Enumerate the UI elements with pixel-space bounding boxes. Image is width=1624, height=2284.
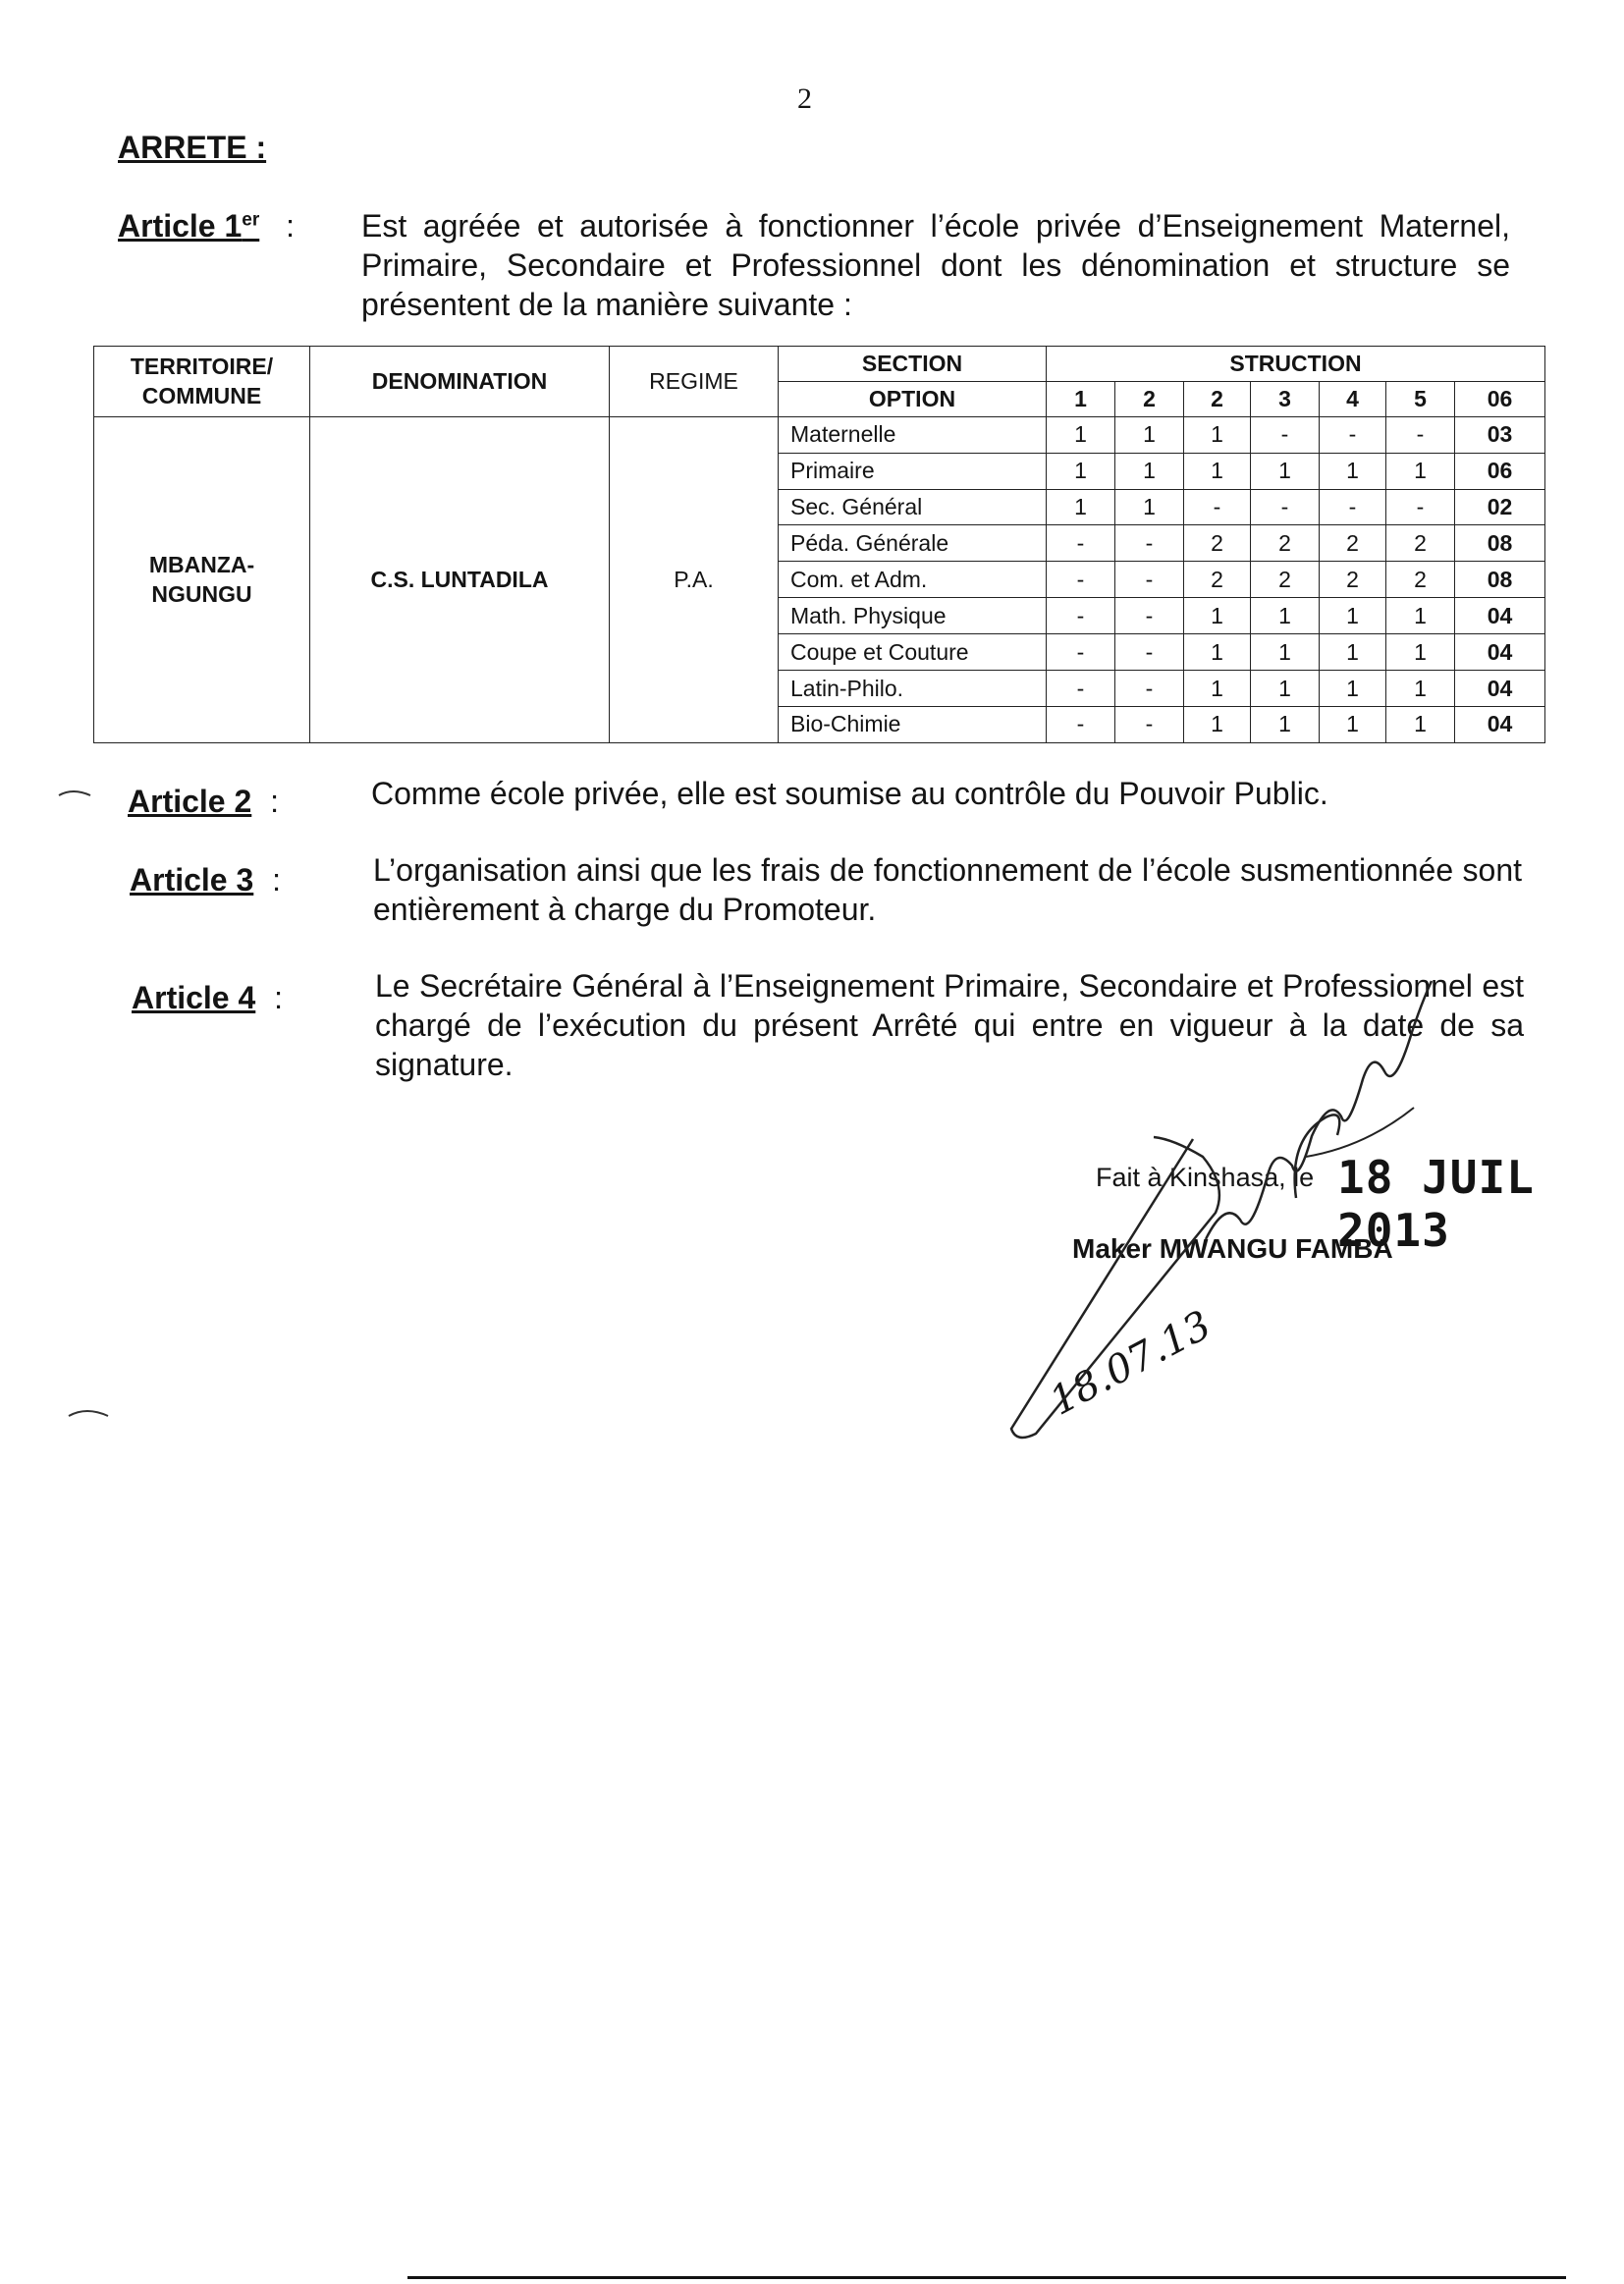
table-cell: 2 [1320, 525, 1386, 562]
territoire-cell: MBANZA- NGUNGU [94, 416, 310, 742]
table-cell: 2 [1320, 562, 1386, 598]
table-cell: 2 [1184, 562, 1251, 598]
signer-name: Maker MWANGU FAMBA [1072, 1233, 1393, 1264]
denomination-cell: C.S. LUNTADILA [310, 416, 610, 742]
table-cell: - [1047, 525, 1115, 562]
option-cell: Com. et Adm. [779, 562, 1047, 598]
table-cell: 1 [1251, 598, 1320, 634]
article-1-superscript: er [242, 209, 260, 231]
table-cell: 1 [1386, 706, 1455, 742]
table-cell: 1 [1184, 634, 1251, 671]
table-cell: 1 [1386, 634, 1455, 671]
header-level: 4 [1320, 381, 1386, 416]
table-cell: - [1386, 416, 1455, 453]
table-cell: 1 [1251, 453, 1320, 489]
table-cell: - [1320, 416, 1386, 453]
table-cell: - [1115, 671, 1184, 707]
header-level: 2 [1184, 381, 1251, 416]
table-cell: - [1047, 706, 1115, 742]
total-cell: 03 [1455, 416, 1545, 453]
page-number: 2 [797, 82, 812, 115]
article-3-colon: : [272, 862, 282, 897]
table-cell: - [1115, 706, 1184, 742]
table-cell: 2 [1386, 525, 1455, 562]
article-4-colon: : [274, 980, 284, 1015]
signature-place: Fait à Kinshasa, le [1096, 1163, 1315, 1192]
article-2-title: Article 2 [128, 784, 252, 819]
total-cell: 06 [1455, 453, 1545, 489]
header-struction: STRUCTION [1047, 347, 1545, 382]
table-cell: 1 [1184, 453, 1251, 489]
option-cell: Maternelle [779, 416, 1047, 453]
table-cell: 1 [1320, 634, 1386, 671]
total-cell: 08 [1455, 562, 1545, 598]
option-cell: Sec. Général [779, 489, 1047, 525]
article-1-title: Article 1 [118, 208, 243, 244]
table-cell: 1 [1115, 489, 1184, 525]
table-cell: - [1251, 416, 1320, 453]
header-level: 5 [1386, 381, 1455, 416]
table-cell: 1 [1115, 453, 1184, 489]
table-cell: 1 [1047, 489, 1115, 525]
table-row [94, 416, 1545, 453]
structure-table [93, 346, 1545, 743]
table-cell: - [1115, 634, 1184, 671]
arrete-heading: ARRETE : [118, 130, 267, 165]
total-cell: 04 [1455, 671, 1545, 707]
table-cell: - [1047, 598, 1115, 634]
table-cell: 1 [1320, 706, 1386, 742]
table-cell: 1 [1320, 453, 1386, 489]
table-cell: - [1047, 634, 1115, 671]
table-cell: - [1047, 562, 1115, 598]
article-3-text: L’organisation ainsi que les frais de fonctionnement de l’école susmentionnée sont entièrement à charge du Promoteur. [373, 852, 1522, 927]
total-cell: 04 [1455, 706, 1545, 742]
table-cell: 1 [1251, 706, 1320, 742]
option-cell: Péda. Générale [779, 525, 1047, 562]
table-cell: 1 [1184, 671, 1251, 707]
option-cell: Primaire [779, 453, 1047, 489]
header-level-total: 06 [1455, 381, 1545, 416]
footer-rule [407, 2276, 1566, 2279]
header-level: 3 [1251, 381, 1320, 416]
article-2-text: Comme école privée, elle est soumise au contrôle du Pouvoir Public. [371, 776, 1328, 811]
stamp-date: 18 JUIL 2013 [1337, 1151, 1535, 1257]
table-cell: - [1115, 562, 1184, 598]
table-cell: 1 [1386, 671, 1455, 707]
header-territoire: TERRITOIRE/ COMMUNE [94, 347, 310, 417]
total-cell: 04 [1455, 598, 1545, 634]
table-cell: 2 [1386, 562, 1455, 598]
table-cell: 2 [1184, 525, 1251, 562]
total-cell: 04 [1455, 634, 1545, 671]
regime-cell: P.A. [610, 416, 779, 742]
table-cell: 1 [1184, 598, 1251, 634]
table-cell: - [1320, 489, 1386, 525]
table-cell: - [1115, 598, 1184, 634]
handwritten-date: 18.07.13 [1043, 1302, 1218, 1425]
header-section: SECTION [779, 347, 1047, 382]
table-cell: 1 [1047, 453, 1115, 489]
table-cell: 1 [1184, 416, 1251, 453]
header-level: 1 [1047, 381, 1115, 416]
table-cell: 1 [1320, 598, 1386, 634]
header-option: OPTION [779, 381, 1047, 416]
article-1-text: Est agréée et autorisée à fonctionner l’école privée d’Enseignement Maternel, Primaire, Secondaire et Professionnel dont les dénomination et structure se présentent de la manière suivante : [361, 208, 1510, 322]
article-2-colon: : [270, 784, 280, 819]
header-denomination: DENOMINATION [310, 347, 610, 417]
article-4-label [132, 980, 283, 1016]
header-regime: REGIME [610, 347, 779, 417]
table-cell: 1 [1386, 453, 1455, 489]
option-cell: Latin-Philo. [779, 671, 1047, 707]
table-cell: 1 [1047, 416, 1115, 453]
table-cell: - [1184, 489, 1251, 525]
table-cell: 1 [1251, 634, 1320, 671]
article-2-label [128, 784, 279, 820]
header-level: 2 [1115, 381, 1184, 416]
article-1-label [118, 208, 295, 245]
table-cell: - [1251, 489, 1320, 525]
option-cell: Math. Physique [779, 598, 1047, 634]
table-cell: 1 [1386, 598, 1455, 634]
table-cell: 2 [1251, 562, 1320, 598]
article-4-text: Le Secrétaire Général à l’Enseignement Primaire, Secondaire et Professionnel est chargé de l’exécution du présent Arrêté qui entre en vigueur à la date de sa signature. [375, 968, 1524, 1082]
table-cell: 1 [1320, 671, 1386, 707]
article-3-title: Article 3 [130, 862, 254, 897]
table-cell: 2 [1251, 525, 1320, 562]
table-cell: - [1386, 489, 1455, 525]
option-cell: Bio-Chimie [779, 706, 1047, 742]
total-cell: 02 [1455, 489, 1545, 525]
table-cell: 1 [1115, 416, 1184, 453]
table-cell: - [1047, 671, 1115, 707]
article-3-label [130, 862, 281, 898]
article-1-colon: : [286, 208, 296, 244]
table-cell: 1 [1184, 706, 1251, 742]
table-cell: - [1115, 525, 1184, 562]
article-4-title: Article 4 [132, 980, 256, 1015]
table-cell: 1 [1251, 671, 1320, 707]
total-cell: 08 [1455, 525, 1545, 562]
option-cell: Coupe et Couture [779, 634, 1047, 671]
